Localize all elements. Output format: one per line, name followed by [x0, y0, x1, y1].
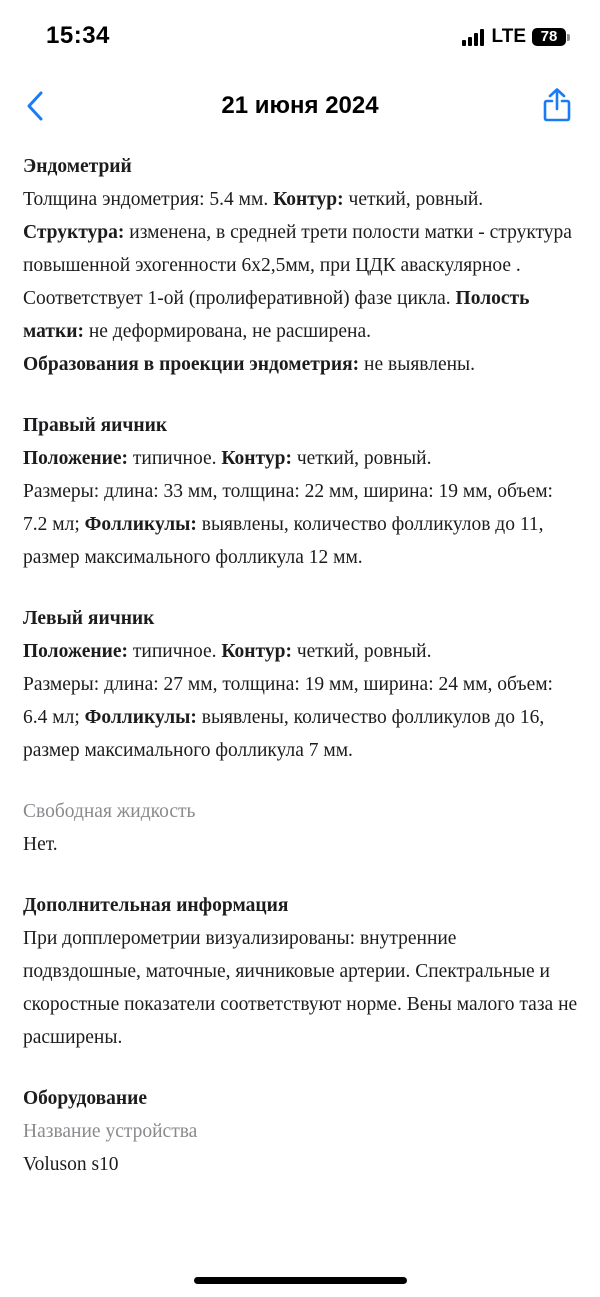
left-ovary-sizes: Размеры: длина: 27 мм, толщина: 19 мм, ширина: 24 мм, объем: 6.4 мл; [23, 674, 553, 728]
right-ovary-contour-value: четкий, ровный. [291, 448, 432, 469]
free-fluid-section [23, 795, 578, 861]
free-fluid-value: Нет. [23, 834, 58, 855]
left-ovary-section [23, 602, 578, 767]
free-fluid-title: Свободная жидкость [23, 801, 196, 822]
right-ovary-position-label: Положение: [23, 448, 129, 469]
endometrium-body [23, 183, 578, 381]
equipment-section [23, 1082, 578, 1181]
share-icon [543, 88, 571, 122]
right-ovary-follicles-value: выявлены, количество фолликулов до 11, размер максимального фолликула 12 мм. [23, 514, 544, 568]
report-content [23, 150, 578, 1209]
cellular-signal-icon [462, 28, 486, 46]
additional-info-title: Дополнительная информация [23, 895, 289, 916]
network-type: LTE [491, 26, 526, 47]
endometrium-contour-value: четкий, ровный. [343, 189, 484, 210]
right-ovary-position-value: типичное. [128, 448, 222, 469]
device-name-value: Voluson s10 [23, 1154, 119, 1175]
battery-cap [567, 34, 570, 41]
endometrium-formations-label: Образования в проекции эндометрия: [23, 354, 360, 375]
left-ovary-title: Левый яичник [23, 608, 155, 629]
nav-bar [0, 80, 600, 134]
status-bar [0, 0, 600, 76]
right-ovary-contour-label: Контур: [221, 448, 292, 469]
battery-level: 78 [540, 28, 558, 45]
endometrium-section [23, 150, 578, 381]
endometrium-cavity-value: не деформирована, не расширена. [83, 321, 372, 342]
endometrium-contour-label: Контур: [273, 189, 344, 210]
page-title: 21 июня 2024 [221, 92, 379, 119]
equipment-title: Оборудование [23, 1088, 148, 1109]
right-ovary-title: Правый яичник [23, 415, 168, 436]
right-ovary-body [23, 442, 578, 574]
additional-info-section [23, 889, 578, 1054]
status-indicators [462, 26, 570, 48]
left-ovary-position-value: типичное. [128, 641, 222, 662]
battery-icon [532, 28, 566, 46]
endometrium-formations-value: не выявлены. [359, 354, 476, 375]
device-name-label: Название устройства [23, 1121, 198, 1142]
endometrium-cavity-label: Полость матки: [23, 288, 530, 342]
endometrium-structure-label: Структура: [23, 222, 125, 243]
home-indicator[interactable] [194, 1277, 407, 1284]
endometrium-structure-value: изменена, в средней трети полости матки - структура повышенной эхогенности 6х2,5мм, при ЦДК аваскулярное . Соответствует 1-ой (пролиферативной) фазе цикла. [23, 222, 572, 309]
left-ovary-body [23, 635, 578, 767]
share-button[interactable] [540, 84, 574, 126]
additional-info-text: При допплерометрии визуализированы: внутренние подвздошные, маточные, яичниковые артерии. Спектральные и скоростные показатели соответствуют норме. Вены малого таза не расширены. [23, 928, 578, 1048]
endometrium-thickness: Толщина эндометрия: 5.4 мм. [23, 189, 274, 210]
endometrium-title: Эндометрий [23, 156, 132, 177]
right-ovary-section [23, 409, 578, 574]
left-ovary-position-label: Положение: [23, 641, 129, 662]
right-ovary-follicles-label: Фолликулы: [84, 514, 197, 535]
left-ovary-contour-value: четкий, ровный. [291, 641, 432, 662]
left-ovary-contour-label: Контур: [221, 641, 292, 662]
right-ovary-sizes: Размеры: длина: 33 мм, толщина: 22 мм, ширина: 19 мм, объем: 7.2 мл; [23, 481, 553, 535]
status-time: 15:34 [46, 22, 110, 49]
left-ovary-follicles-label: Фолликулы: [84, 707, 197, 728]
left-ovary-follicles-value: выявлены, количество фолликулов до 16, размер максимального фолликула 7 мм. [23, 707, 545, 761]
